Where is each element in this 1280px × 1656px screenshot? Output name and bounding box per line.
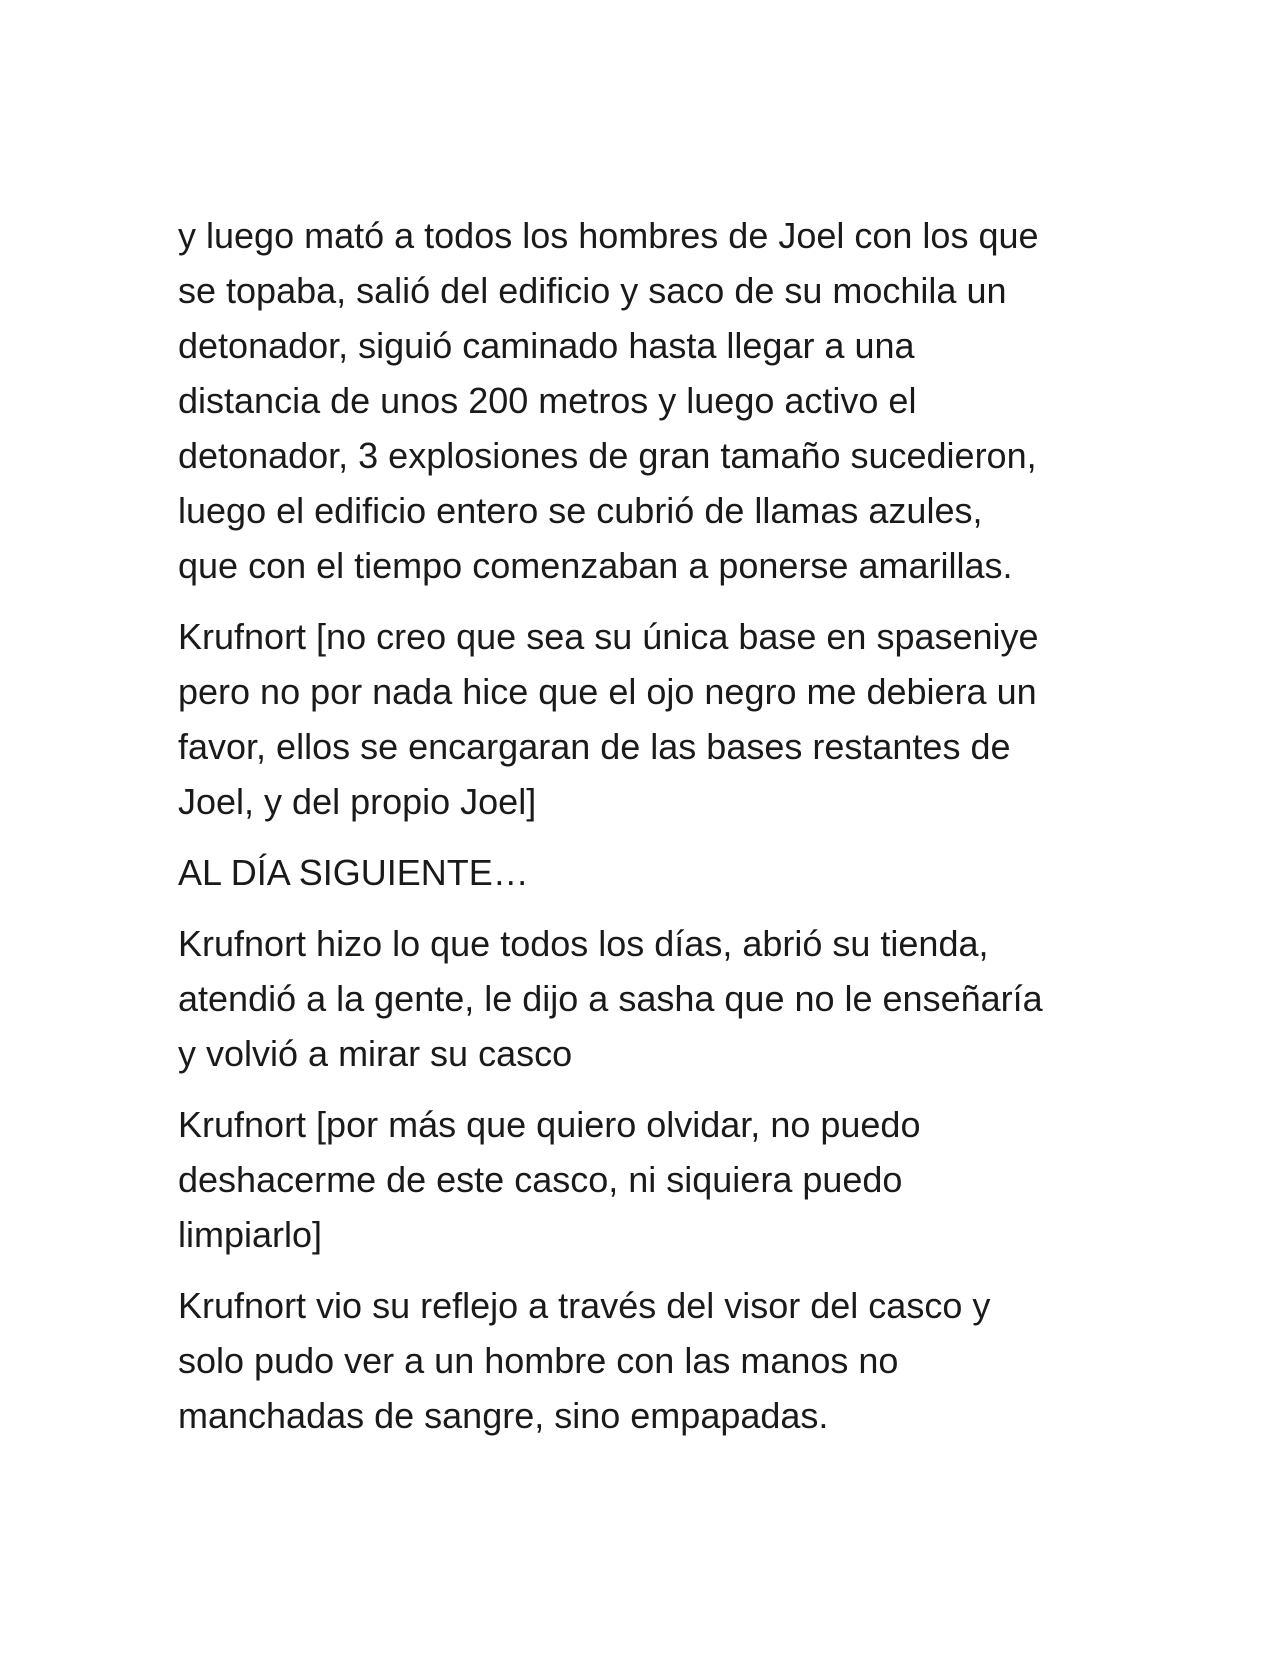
text-line: detonador, siguió caminado hasta llegar a una (178, 325, 915, 366)
paragraph-1 (178, 208, 1118, 593)
text-line: Krufnort [por más que quiero olvidar, no puedo (178, 1104, 921, 1145)
text-line: distancia de unos 200 metros y luego activo el (178, 380, 917, 421)
text-line: detonador, 3 explosiones de gran tamaño sucedieron, (178, 435, 1037, 476)
text-line: Krufnort [no creo que sea su única base en spaseniye (178, 616, 1039, 657)
text-line: atendió a la gente, le dijo a sasha que no le enseñaría (178, 978, 1043, 1019)
document-body (178, 208, 1118, 1459)
text-line: y luego mató a todos los hombres de Joel con los que (178, 215, 1039, 256)
text-line: limpiarlo] (178, 1214, 323, 1255)
text-line: solo pudo ver a un hombre con las manos no (178, 1340, 899, 1381)
text-line: y volvió a mirar su casco (178, 1033, 573, 1074)
paragraph-5 (178, 1097, 1118, 1262)
text-line: luego el edificio entero se cubrió de llamas azules, (178, 490, 983, 531)
text-line: Joel, y del propio Joel] (178, 781, 537, 822)
text-line: manchadas de sangre, sino empapadas. (178, 1395, 829, 1436)
text-line: que con el tiempo comenzaban a ponerse amarillas. (178, 545, 1013, 586)
text-line: Krufnort vio su reflejo a través del visor del casco y (178, 1285, 991, 1326)
text-line: Krufnort hizo lo que todos los días, abrió su tienda, (178, 923, 989, 964)
text-line: se topaba, salió del edificio y saco de su mochila un (178, 270, 1007, 311)
paragraph-6 (178, 1278, 1118, 1443)
paragraph-4 (178, 916, 1118, 1081)
paragraph-2 (178, 609, 1118, 829)
text-line: AL DÍA SIGUIENTE… (178, 852, 529, 893)
text-line: favor, ellos se encargaran de las bases restantes de (178, 726, 1011, 767)
text-line: pero no por nada hice que el ojo negro me debiera un (178, 671, 1037, 712)
text-line: deshacerme de este casco, ni siquiera puedo (178, 1159, 903, 1200)
paragraph-3 (178, 845, 1118, 900)
